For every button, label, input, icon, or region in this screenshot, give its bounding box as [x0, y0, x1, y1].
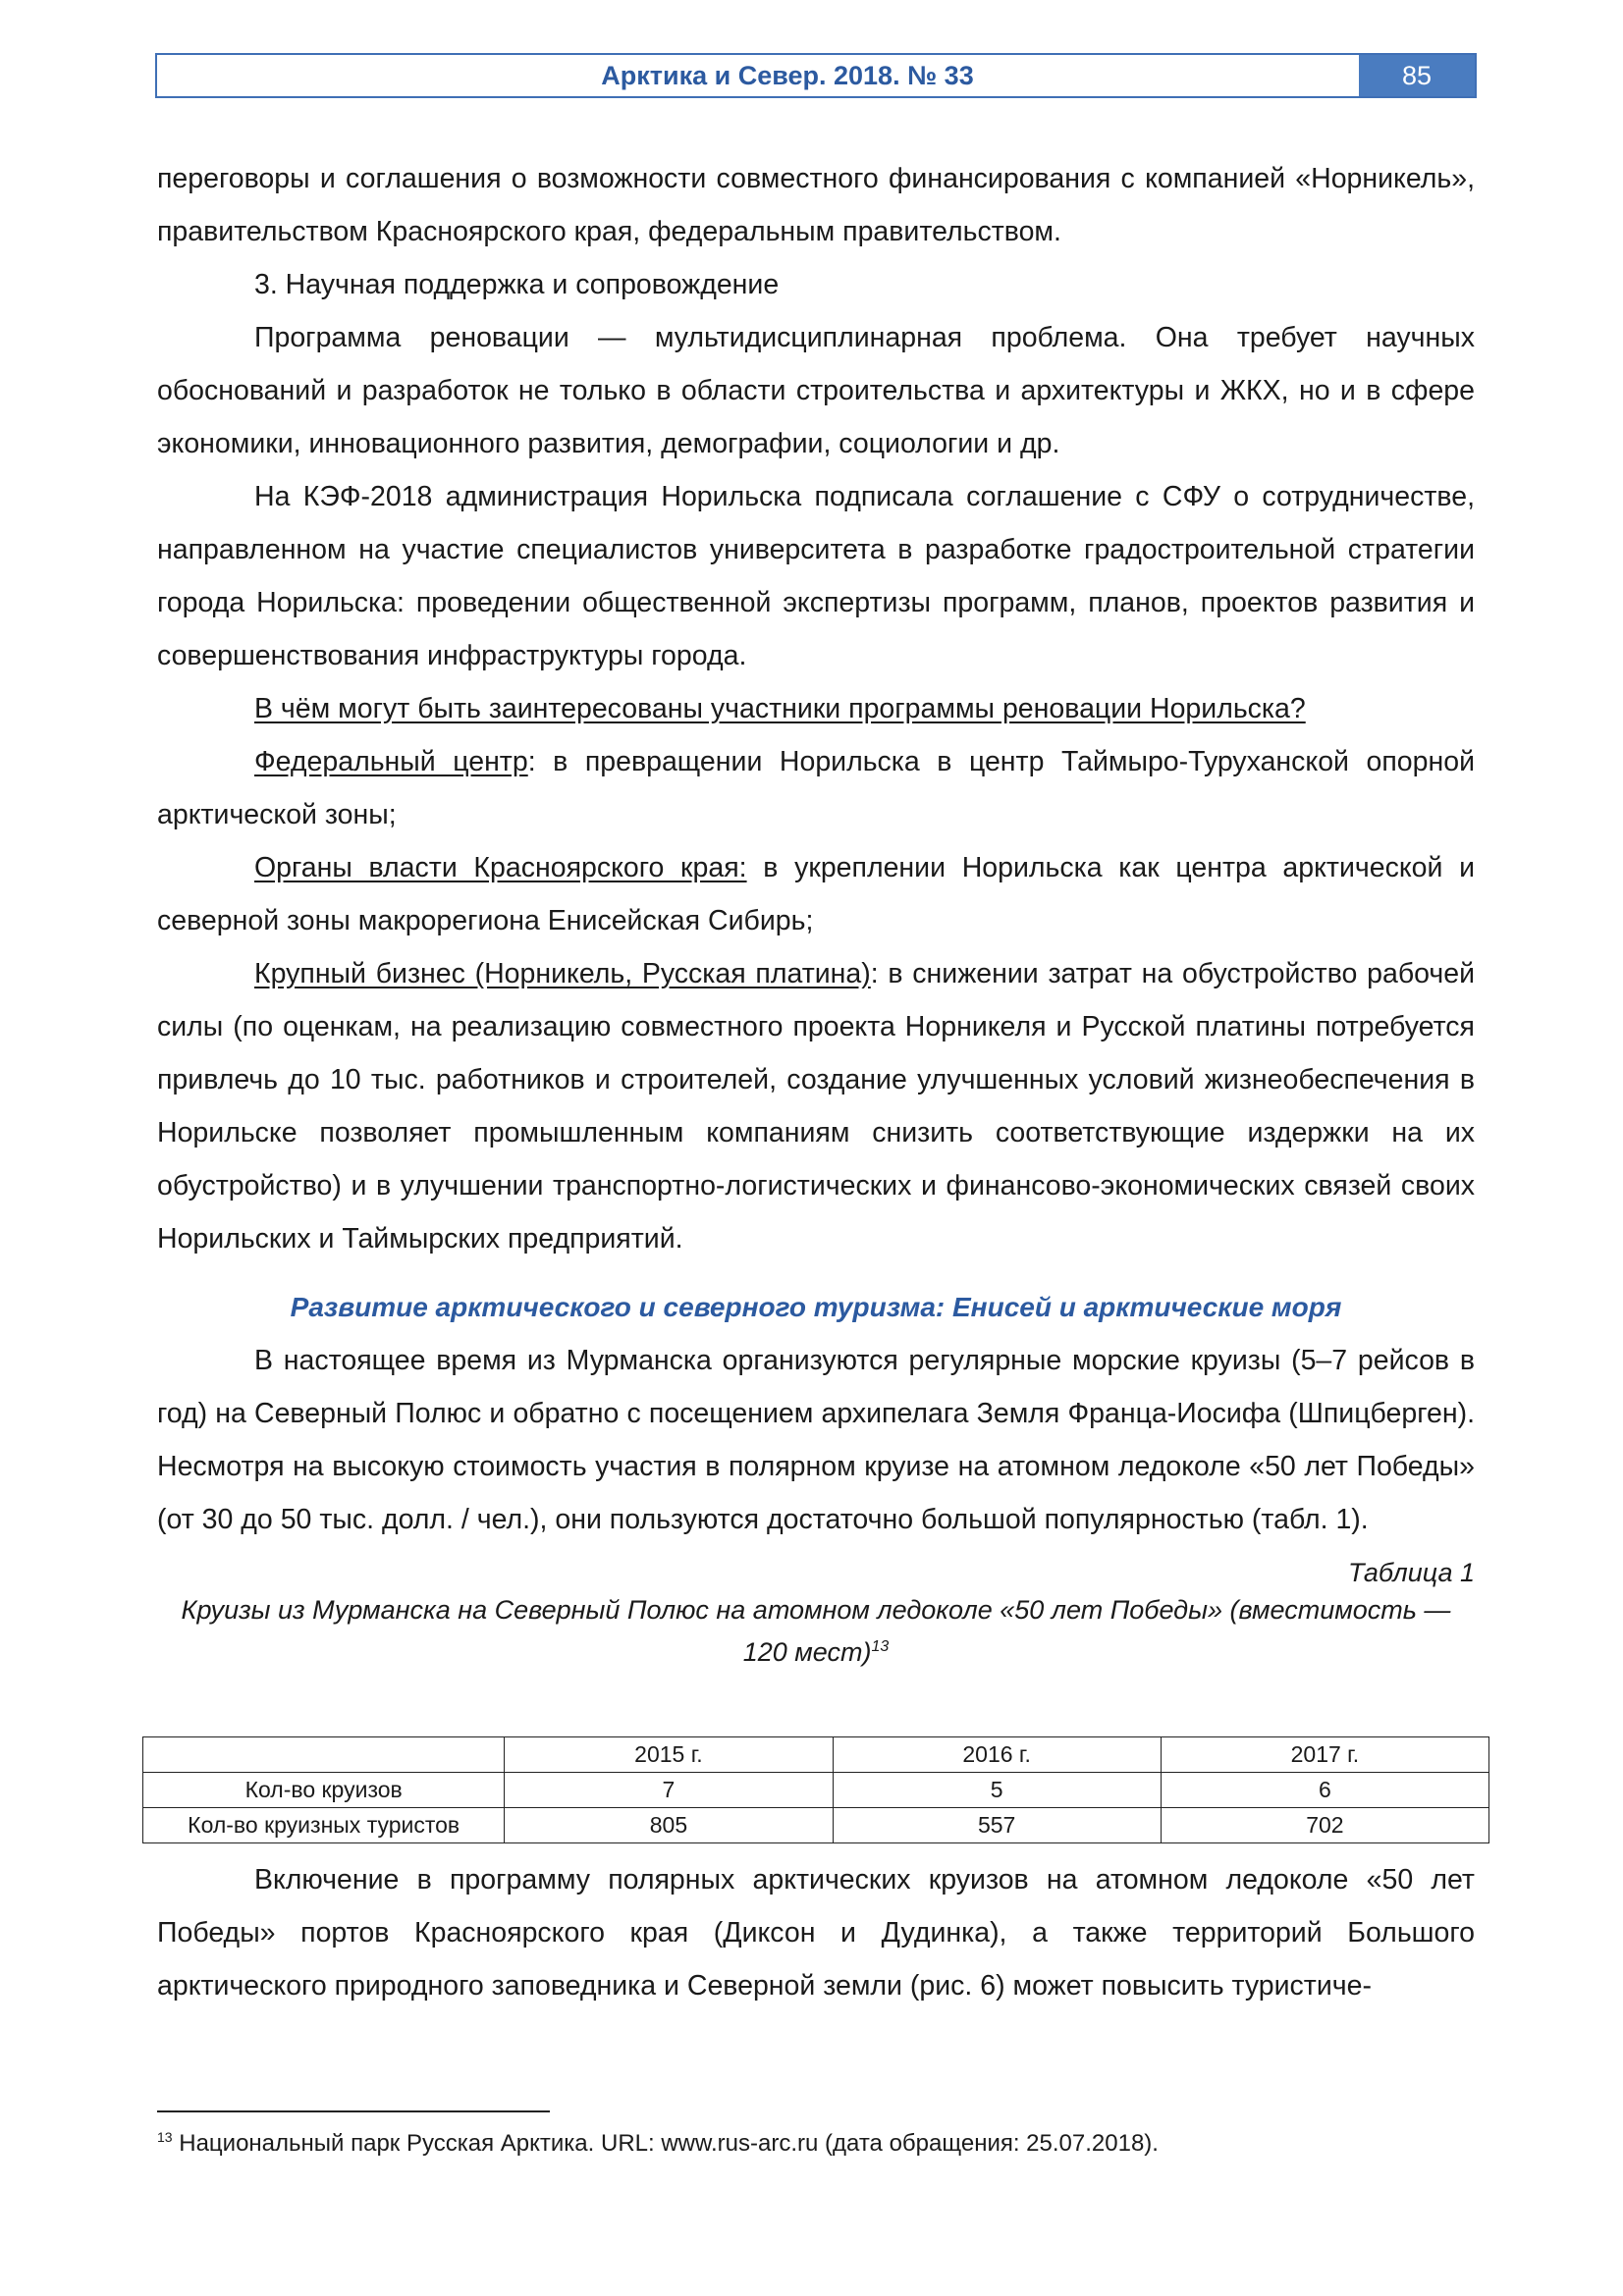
question-line [157, 682, 1475, 735]
table-row-label: Кол-во круизных туристов [143, 1808, 505, 1843]
section-item-3: 3. Научная поддержка и сопровождение [254, 269, 780, 300]
footnote [157, 2120, 1159, 2161]
table-label: Таблица 1 [1347, 1558, 1475, 1587]
table-row [143, 1773, 1489, 1808]
table-header-cell: 2015 г. [505, 1737, 833, 1773]
paragraph-continuation: переговоры и соглашения о возможности совместного финансирования с компанией «Норникель», правительством Красноярского края, федеральным правительством. [157, 163, 1475, 247]
business-text: : в снижении затрат на обустройство рабочей силы (по оценкам, на реализацию совместного проекта Норникеля и Русской платины потребуется привлечь до 10 тыс. работников и строителей, создание улучшенных условий жизнеобеспечения в Норильске позволяет промышленным компаниям снизить соответствующие издержки на их обустройство) и в улучшении транспортно-логистических и финансово-экономических связей своих Норильских и Таймырских предприятий. [157, 958, 1475, 1255]
table-header-cell: 2016 г. [833, 1737, 1161, 1773]
cruise-table [142, 1736, 1489, 1843]
body-text-upper [157, 152, 1475, 1265]
paragraph-kef: На КЭФ-2018 администрация Норильска подписала соглашение с СФУ о сотрудничестве, направленном на участие специалистов университета в разработке градостроительной стратегии города Норильска: проведении общественной экспертизы программ, планов, проектов развития и совершенствования инфраструктуры города. [157, 481, 1475, 671]
paragraph-murmansk: В настоящее время из Мурманска организуются регулярные морские круизы (5–7 рейсов в год) на Северный Полюс и обратно с посещением архипелага Земля Франца-Иосифа (Шпицберген). Несмотря на высокую стоимость участия в полярном круизе на атомном ледоколе «50 лет Победы» (от 30 до 50 тыс. долл. / чел.), они пользуются достаточно большой популярностью (табл. 1). [157, 1345, 1475, 1535]
page-number: 85 [1359, 55, 1475, 96]
footnote-number: 13 [157, 2129, 173, 2145]
regional-text: в укреплении Норильска как центра арктической и северной зоны макрорегиона Енисейская Сибирь; [157, 852, 1475, 936]
table-cell: 6 [1161, 1773, 1488, 1808]
table-cell: 702 [1161, 1808, 1488, 1843]
federal-label: Федеральный центр [254, 746, 528, 777]
table-cell: 5 [833, 1773, 1161, 1808]
running-header [155, 53, 1477, 98]
table-header-cell: 2017 г. [1161, 1737, 1488, 1773]
regional-label: Органы власти Красноярского края: [254, 852, 747, 883]
journal-title: Арктика и Север. 2018. № 33 [601, 60, 974, 90]
table-cell: 557 [833, 1808, 1161, 1843]
table-row [143, 1808, 1489, 1843]
table-header-row [143, 1737, 1489, 1773]
table-caption-text: Круизы из Мурманска на Северный Полюс на атомном ледоколе «50 лет Победы» (вместимость — 120 мест) [181, 1595, 1451, 1667]
federal-text: : в превращении Норильска в центр Таймыро-Туруханской опорной арктической зоны; [157, 746, 1475, 830]
footnote-divider [157, 2110, 550, 2112]
question-text: В чём могут быть заинтересованы участники программы реновации Норильска? [254, 693, 1306, 724]
paragraph-inclusion: Включение в программу полярных арктических круизов на атомном ледоколе «50 лет Победы» портов Красноярского края (Диксон и Дудинка), а также территорий Большого арктического природного заповедника и Северной земли (рис. 6) может повысить туристиче- [157, 1864, 1475, 2002]
table-caption-footnote-ref: 13 [871, 1638, 890, 1655]
paragraph-regional [157, 841, 1475, 947]
paragraph-federal [157, 735, 1475, 841]
business-label: Крупный бизнес (Норникель, Русская платина) [254, 958, 871, 989]
body-text-lower [157, 1853, 1475, 2012]
paragraph-program: Программа реновации — мультидисциплинарная проблема. Она требует научных обоснований и разработок не только в области строительства и архитектуры и ЖКХ, но и в сфере экономики, инновационного развития, демографии, социологии и др. [157, 322, 1475, 459]
paragraph-business [157, 947, 1475, 1265]
table-header-cell [143, 1737, 505, 1773]
tourism-section [157, 1281, 1475, 1671]
footnote-text: Национальный парк Русская Арктика. URL: www.rus-arc.ru (дата обращения: 25.07.2018). [172, 2130, 1159, 2157]
section-subheading: Развитие арктического и северного туризма: Енисей и арктические моря [290, 1292, 1342, 1322]
table-caption [157, 1591, 1475, 1671]
table-row-label: Кол-во круизов [143, 1773, 505, 1808]
table-cell: 7 [505, 1773, 833, 1808]
table-cell: 805 [505, 1808, 833, 1843]
